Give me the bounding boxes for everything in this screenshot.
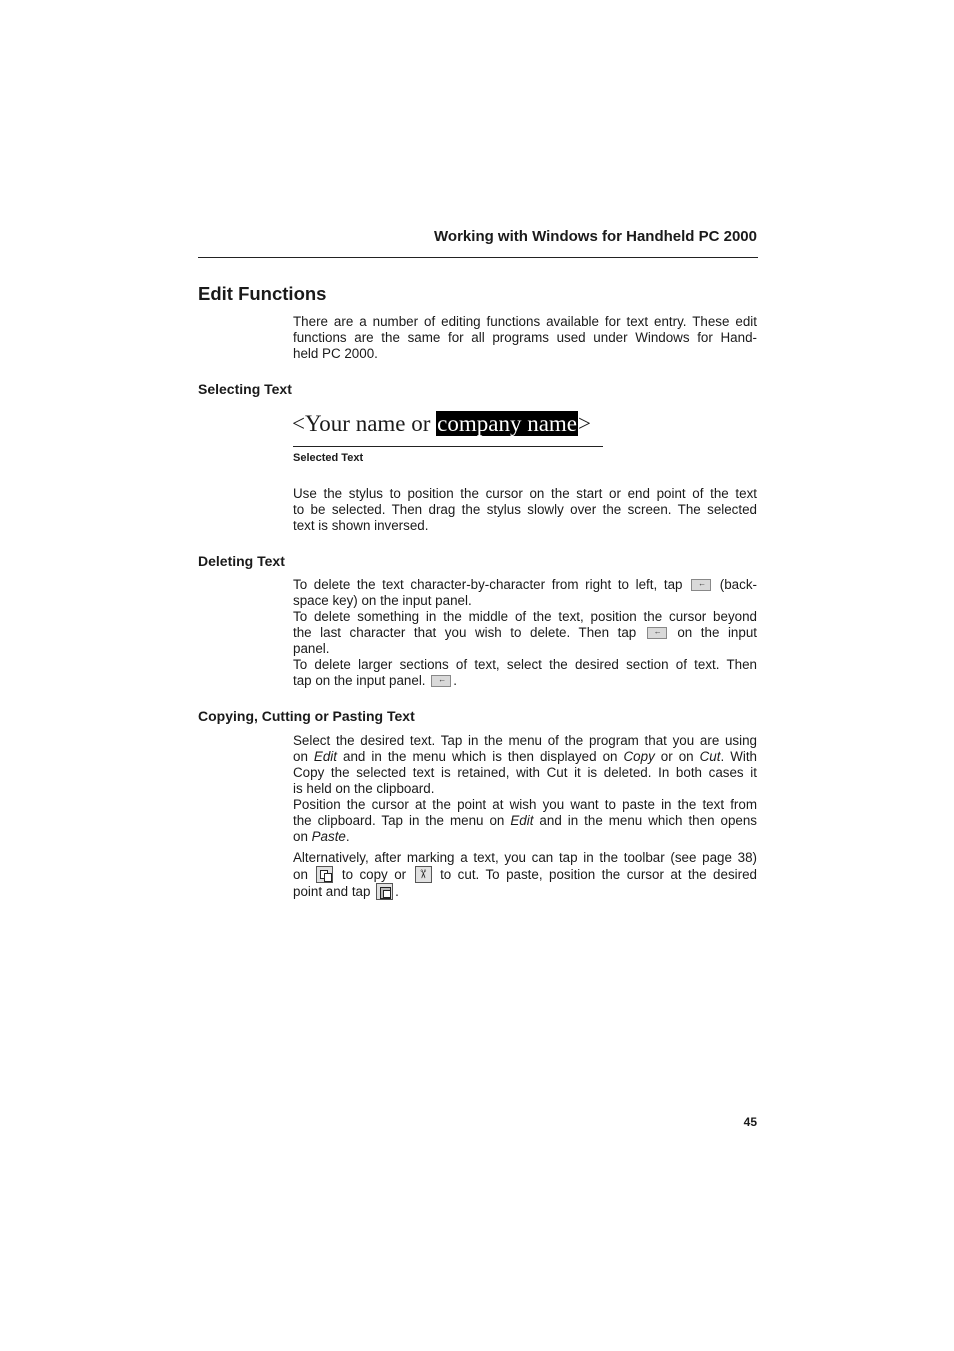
selected-text-sample: <Your name or company name> <box>292 411 592 436</box>
copying-paragraph-3: Alternatively, after marking a text, you can tap in the toolbar (see page 38) on to copy or ✂ to cut. To paste, position the cursor at the desired point and tap . <box>293 850 757 900</box>
heading-copying-text: Copying, Cutting or Pasting Text <box>198 708 415 724</box>
figure-caption: Selected Text <box>293 452 364 464</box>
running-header: Working with Windows for Handheld PC 2000 <box>434 228 757 245</box>
backspace-key-icon <box>431 675 451 687</box>
header-divider <box>198 257 758 258</box>
intro-paragraph: There are a number of editing functions available for text entry. These edit functions are the same for all programs used under Windows for Hand- held PC 2000. <box>293 314 757 361</box>
heading-selecting-text: Selecting Text <box>198 381 292 397</box>
backspace-key-icon <box>647 627 667 639</box>
copying-paragraph-2: Position the cursor at the point at wish you want to paste in the text from the clipboard. Tap in the menu on Edit and in the menu which then opens on Paste. <box>293 797 757 844</box>
deleting-paragraph: To delete the text character-by-character from right to left, tap ← (back- space key) on the input panel. To delete something in the middle of the text, position the cursor beyond the last character that you wish to delete. Then tap ← on the input panel. To delete larger sections of text, select the desired section of text. Then tap on the input panel. ← . <box>293 577 757 689</box>
cut-icon <box>415 866 432 883</box>
page-number: 45 <box>743 1115 757 1129</box>
heading-deleting-text: Deleting Text <box>198 553 285 569</box>
sample-divider <box>293 446 603 447</box>
copy-icon <box>316 866 333 883</box>
section-title: Edit Functions <box>198 283 327 304</box>
inversed-selection: company name <box>437 411 578 436</box>
paste-icon <box>376 883 393 900</box>
copying-paragraph-1: Select the desired text. Tap in the menu of the program that you are using on Edit and in the menu which is then displayed on Copy or on Cut. With Copy the selected text is retained, with Cut it is deleted. In both cases it is held on the clipboard. <box>293 733 757 796</box>
backspace-key-icon <box>691 579 711 591</box>
selecting-paragraph: Use the stylus to position the cursor on the start or end point of the text to be selected. Then drag the stylus slowly over the screen. The selected text is shown inversed. <box>293 486 757 533</box>
